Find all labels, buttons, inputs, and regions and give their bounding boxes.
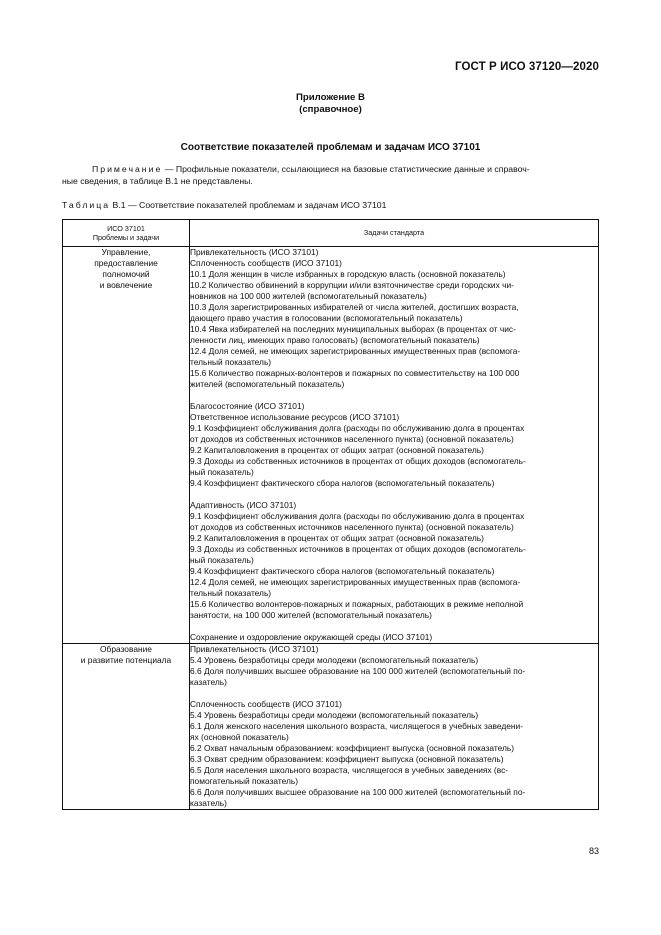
objectives-cell (190, 247, 599, 644)
objective-line: помогательный показатель) (190, 776, 299, 786)
objective-line: ный показатель) (190, 467, 254, 477)
objective-line: занятости, на 100 000 жителей (вспомогательный показатель) (190, 610, 432, 620)
objective-line: ленности лиц, имеющих право голосовать) (вспомогательный показатель) (190, 335, 480, 345)
objective-line: 12.4 Доля семей, не имеющих зарегистрированных имущественных прав (вспомога- (190, 577, 521, 587)
page-number: 83 (588, 846, 599, 856)
objective-block (190, 247, 598, 390)
objective-line: Благосостояние (ИСО 37101) (190, 401, 305, 411)
objective-line: казатель) (190, 677, 227, 687)
objective-line: от доходов из собственных источников населенного пункта) (основной показатель) (190, 434, 514, 444)
objective-line: Привлекательность (ИСО 37101) (190, 644, 319, 654)
note-line: ные сведения, в таблице В.1 не представлены. (62, 176, 253, 186)
issue-line: Образование (100, 644, 152, 654)
objectives-cell (190, 644, 599, 810)
objective-line: 10.2 Количество обвинений в коррупции и/или взяточничестве среди городских чи- (190, 280, 514, 290)
note (62, 163, 598, 187)
objective-line: 5.4 Уровень безработицы среди молодежи (вспомогательный показатель) (190, 655, 479, 665)
issue-line: и вовлечение (99, 280, 153, 290)
issue-line: Управление, (101, 247, 151, 257)
objective-line: 10.1 Доля женщин в числе избранных в городскую власть (основной показатель) (190, 269, 506, 279)
objective-line: 9.4 Коэффициент фактического сбора налогов (вспомогательный показатель) (190, 478, 495, 488)
objective-block (190, 632, 598, 643)
objective-line: казатель) (190, 798, 227, 808)
annex-subtitle: (справочное) (299, 104, 362, 115)
table-caption-label: Таблица (62, 200, 111, 210)
objective-line: Сплоченность сообществ (ИСО 37101) (190, 258, 342, 268)
objective-line: 9.1 Коэффициент обслуживания долга (расходы по обслуживанию долга в процентах (190, 423, 525, 433)
annex-title: Приложение В (296, 92, 365, 103)
issue-line: полномочий (102, 269, 150, 279)
objective-line: 9.3 Доходы из собственных источников в процентах от общих доходов (вспомогатель- (190, 456, 526, 466)
issue-line: и развитие потенциала (80, 655, 172, 665)
objective-block (190, 500, 598, 621)
objective-line: Ответственное использование ресурсов (ИСО 37101) (190, 412, 400, 422)
issue-cell (63, 247, 190, 644)
objective-line: 9.2 Капиталовложения в процентах от общих затрат (основной показатель) (190, 533, 484, 543)
objective-line: 6.6 Доля получивших высшее образование на 100 000 жителей (вспомогательный по- (190, 666, 526, 676)
objective-line: новников на 100 000 жителей (вспомогательный показатель) (190, 291, 427, 301)
table-caption-text: В.1 — Соответствие показателей проблемам и задачам ИСО 37101 (112, 200, 387, 210)
objective-line: 15.6 Количество волонтеров-пожарных и пожарных, работающих в режиме неполной (190, 599, 524, 609)
objective-block (190, 699, 598, 809)
objective-line: Сплоченность сообществ (ИСО 37101) (190, 699, 342, 709)
objective-line: Адаптивность (ИСО 37101) (190, 500, 297, 510)
table-header-row (63, 220, 599, 247)
issue-line: предоставление (94, 258, 158, 268)
objective-line: 10.4 Явка избирателей на последних муниципальных выборах (в процентах от чис- (190, 324, 516, 334)
table-row (63, 644, 599, 810)
objective-line: 6.1 Доля женского населения школьного возраста, числящегося в учебных заведени- (190, 721, 524, 731)
note-line: — Профильные показатели, ссылающиеся на базовые статистические данные и справоч- (164, 164, 530, 174)
table-caption (62, 200, 386, 210)
document-code: ГОСТ Р ИСО 37120—2020 (454, 61, 599, 73)
table-row (63, 247, 599, 644)
objective-line: тельный показатель) (190, 588, 272, 598)
objective-line: 9.3 Доходы из собственных источников в процентах от общих доходов (вспомогатель- (190, 544, 526, 554)
objective-line: от доходов из собственных источников населенного пункта) (основной показатель) (190, 522, 514, 532)
section-heading: Соответствие показателей проблемам и задачам ИСО 37101 (180, 142, 481, 153)
objective-line: 6.2 Охват начальным образованием: коэффициент выпуска (основной показатель) (190, 743, 515, 753)
objective-line: тельный показатель) (190, 357, 272, 367)
objective-line: 9.1 Коэффициент обслуживания долга (расходы по обслуживанию долга в процентах (190, 511, 525, 521)
objective-line: 6.3 Охват средним образованием: коэффициент выпуска (основной показатель) (190, 754, 504, 764)
objective-line: жителей (вспомогательный показатель) (190, 379, 345, 389)
objective-line: 15.6 Количество пожарных-волонтеров и пожарных по совместительству на 100 000 (190, 368, 520, 378)
objective-line: 9.4 Коэффициент фактического сбора налогов (вспомогательный показатель) (190, 566, 495, 576)
objective-line: 6.6 Доля получивших высшее образование на 100 000 жителей (вспомогательный по- (190, 787, 526, 797)
objective-line: ях (основной показатель) (190, 732, 289, 742)
issue-cell (63, 644, 190, 810)
objective-line: дающего право участия в голосовании (вспомогательный показатель) (190, 313, 463, 323)
objective-line: 9.2 Капиталовложения в процентах от общих затрат (основной показатель) (190, 445, 484, 455)
table-header-objectives: Задачи стандарта (190, 220, 599, 247)
correspondence-table (62, 219, 599, 810)
objective-line: 5.4 Уровень безработицы среди молодежи (вспомогательный показатель) (190, 710, 479, 720)
objective-line: 10.3 Доля зарегистрированных избирателей от числа жителей, достигших возраста, (190, 302, 519, 312)
objective-line: 12.4 Доля семей, не имеющих зарегистрированных имущественных прав (вспомога- (190, 346, 521, 356)
objective-line: 6.5 Доля населения школьного возраста, числящегося в учебных заведениях (вс- (190, 765, 509, 775)
objective-line: Привлекательность (ИСО 37101) (190, 247, 319, 257)
table-header-issues: ИСО 37101 Проблемы и задачи (63, 220, 190, 247)
objective-block (190, 401, 598, 489)
objective-line: ный показатель) (190, 555, 254, 565)
note-label: Примечание (92, 164, 163, 174)
objective-block (190, 644, 598, 688)
objective-line: Сохранение и оздоровление окружающей среды (ИСО 37101) (190, 632, 433, 642)
